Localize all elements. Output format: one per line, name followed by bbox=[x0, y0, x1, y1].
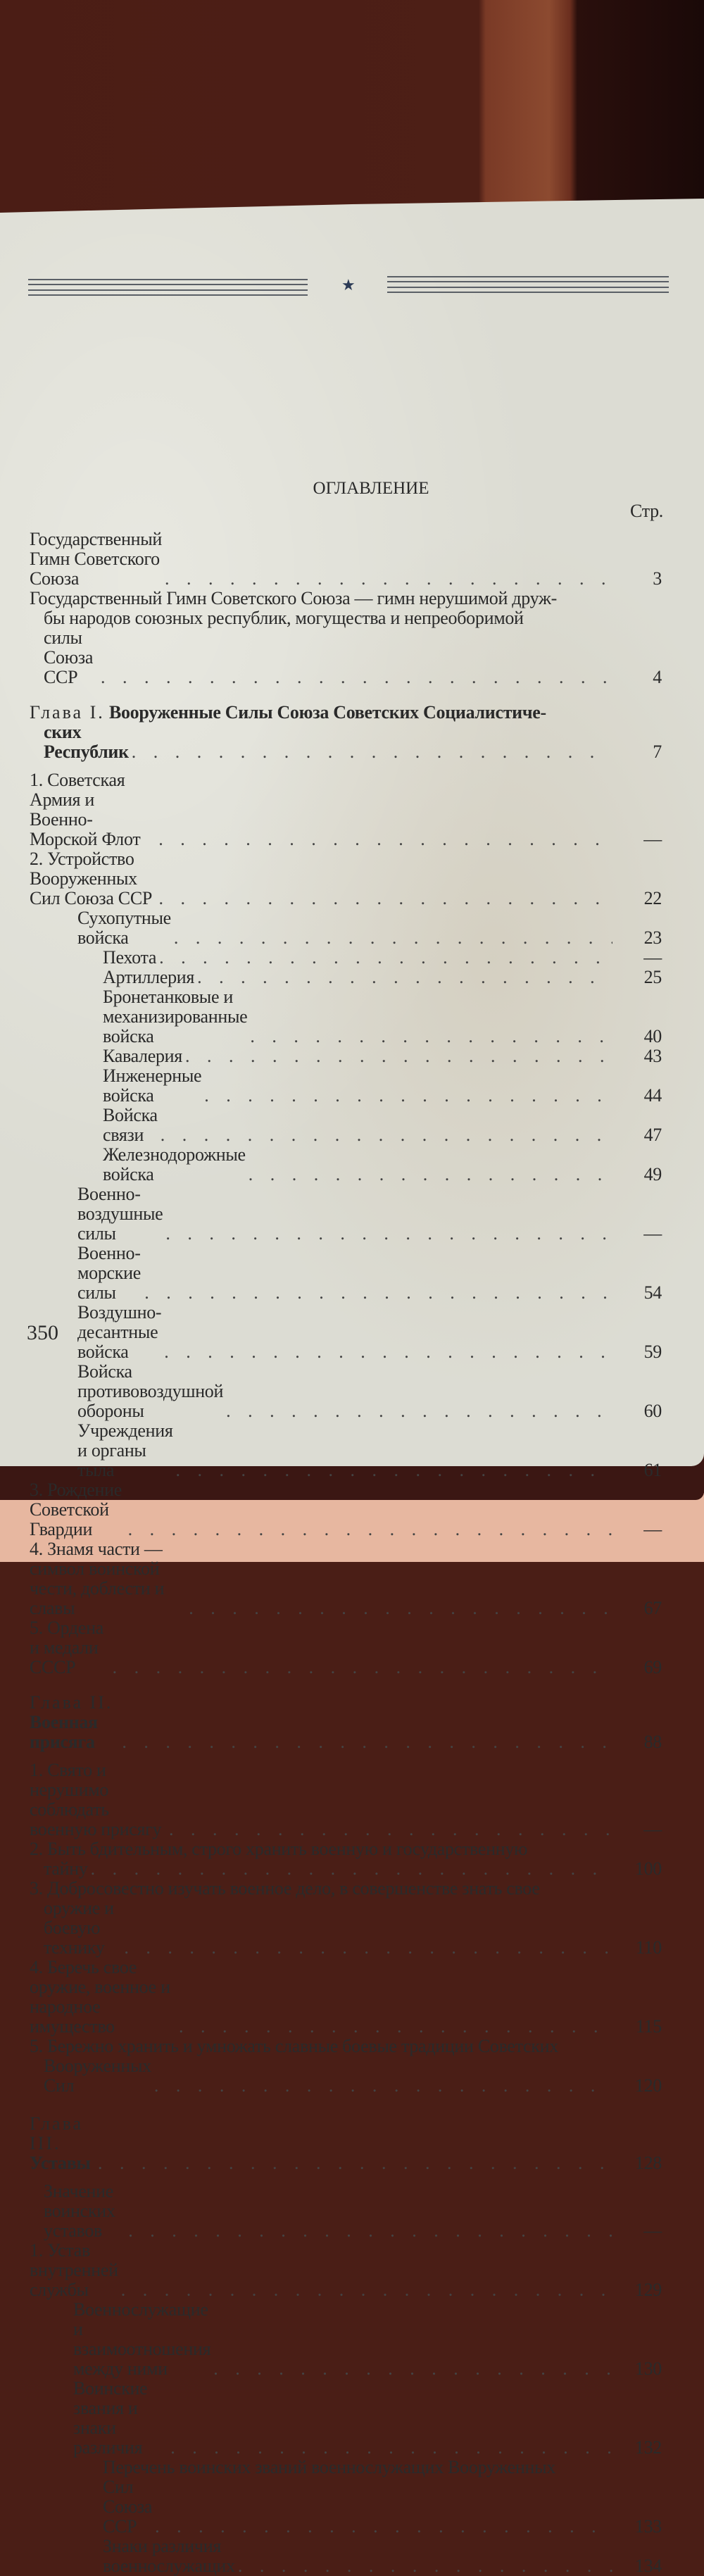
dot-leader bbox=[249, 1165, 612, 1184]
dot-leader bbox=[197, 968, 612, 987]
dot-leader bbox=[204, 1086, 612, 1106]
dot-leader bbox=[165, 1224, 612, 1244]
chapter-1-sections bbox=[30, 770, 670, 1677]
toc-entry-page: 129 bbox=[634, 2280, 662, 2300]
dot-leader bbox=[155, 2517, 612, 2537]
toc-chapter-3[interactable] bbox=[30, 2114, 670, 2173]
toc-entry-text: 4. Знамя части — символ воинской чести, доблести и славы bbox=[30, 1539, 165, 1618]
toc-entry-text: силы Союза ССР bbox=[44, 627, 94, 687]
toc-entry-text: Инженерные войска bbox=[103, 1065, 202, 1106]
toc-entry-text: Государственный Гимн Советского Союза bbox=[30, 529, 162, 589]
toc-entry[interactable] bbox=[30, 589, 670, 687]
toc-entry-page: 47 bbox=[643, 1125, 662, 1145]
dot-leader bbox=[169, 1820, 612, 1839]
toc-entry-text: Знаки различия военнослужащих bbox=[103, 2536, 235, 2576]
toc-entry-text: 1. Устав внутренней службы bbox=[30, 2240, 118, 2300]
toc-entry-text: Воинские звания и знаки различия bbox=[73, 2378, 148, 2458]
dot-leader bbox=[159, 948, 612, 968]
toc-entry-page: — bbox=[643, 947, 662, 968]
toc-entry[interactable] bbox=[30, 1879, 670, 1958]
toc-entry[interactable] bbox=[30, 1066, 670, 1106]
toc-entry-text: 1. Свято и нерушимо соблюдать военную присягу bbox=[30, 1760, 162, 1839]
toc-entry-text: Перечень воинских званий военнослужащих Вооруженных bbox=[103, 2457, 555, 2477]
dot-leader bbox=[250, 1027, 612, 1046]
toc-entry-text: Значение воинских уставов bbox=[44, 2181, 115, 2241]
toc-entry[interactable] bbox=[30, 770, 670, 849]
toc-entry-page: 59 bbox=[643, 1342, 662, 1362]
dot-leader bbox=[132, 742, 612, 762]
dot-leader bbox=[91, 1859, 612, 1879]
toc-entry[interactable] bbox=[30, 849, 670, 908]
toc-entry[interactable] bbox=[30, 968, 670, 987]
dot-leader bbox=[98, 2153, 612, 2173]
toc-entry-text: 2. Быть бдительным, строго хранить военную и государственную bbox=[30, 1839, 528, 1859]
chapter-label: Глава I. bbox=[30, 702, 105, 723]
toc-entry[interactable] bbox=[30, 987, 670, 1046]
chapter-title: Вооруженные Силы Союза Советских Социалистиче- bbox=[108, 702, 546, 723]
toc-entry-page: 60 bbox=[643, 1401, 662, 1421]
star-icon: ★ bbox=[341, 276, 356, 294]
toc-entry-text: Артиллерия bbox=[103, 967, 195, 987]
toc-entry-text: Пехота bbox=[103, 947, 157, 968]
toc-entry-text: оружие и боевую технику bbox=[44, 1898, 114, 1958]
toc-entry-text: Железнодорожные войска bbox=[103, 1144, 246, 1184]
toc-entry-text: бы народов союзных республик, могущества и непреоборимой bbox=[44, 608, 524, 628]
toc-entry-page: 40 bbox=[643, 1026, 662, 1046]
background-cover-top bbox=[0, 0, 704, 211]
dot-leader bbox=[128, 1520, 612, 1539]
toc-entry-page: — bbox=[643, 1819, 662, 1839]
toc-entry[interactable] bbox=[30, 2182, 670, 2241]
toc-entry-page: — bbox=[643, 1223, 662, 1244]
toc-entry-text: Кавалерия bbox=[103, 1046, 182, 1066]
dot-leader bbox=[185, 1046, 612, 1066]
toc-entry-page: 115 bbox=[635, 2016, 662, 2037]
toc-entry-text: Военно-морские силы bbox=[77, 1243, 141, 1303]
toc-entry[interactable] bbox=[30, 2241, 670, 2300]
table-of-contents bbox=[30, 479, 670, 2576]
dot-leader bbox=[161, 1125, 612, 1145]
toc-entry[interactable] bbox=[30, 1362, 670, 1421]
page-column-label: Стр. bbox=[630, 501, 663, 521]
dot-leader bbox=[165, 569, 612, 589]
toc-entry-page: 49 bbox=[643, 1164, 662, 1184]
toc-entry-text: 4. Беречь свое оружие, военное и народное имущество bbox=[30, 1957, 170, 2037]
toc-entry-text: Сухопутные войска bbox=[77, 908, 171, 948]
dot-leader bbox=[164, 1342, 612, 1362]
toc-entry-page: 25 bbox=[643, 967, 662, 987]
dot-leader bbox=[174, 928, 612, 948]
toc-entry[interactable] bbox=[30, 1421, 670, 1480]
header-ornament bbox=[28, 276, 676, 300]
toc-entry-text: Сил Союза ССР bbox=[103, 2477, 153, 2537]
toc-entry-page: 133 bbox=[634, 2516, 662, 2537]
dot-leader bbox=[213, 2359, 612, 2379]
toc-entry-text: 5. Бережно хранить и умножать славные боевые традиции Советских bbox=[30, 2036, 558, 2056]
toc-entry-page: 61 bbox=[643, 1460, 662, 1480]
toc-entry-text: Учреждения и органы тыла bbox=[77, 1420, 173, 1480]
toc-entry-page: 130 bbox=[634, 2358, 662, 2379]
toc-entry-page: 22 bbox=[643, 888, 662, 908]
dot-leader bbox=[124, 1938, 612, 1958]
toc-entry-page: 132 bbox=[634, 2437, 662, 2458]
chapter-page: 128 bbox=[634, 2153, 662, 2173]
toc-entry[interactable] bbox=[30, 908, 670, 948]
chapter-label: Глава II. bbox=[30, 1692, 113, 1713]
toc-chapter-1[interactable] bbox=[30, 703, 670, 762]
toc-entry[interactable] bbox=[30, 1145, 670, 1184]
toc-entry-text: тайну bbox=[44, 1858, 88, 1879]
chapter-title: ских Республик bbox=[44, 722, 129, 762]
dot-leader bbox=[159, 889, 613, 908]
dot-leader bbox=[122, 1732, 612, 1752]
toc-entry-text: Государственный Гимн Советского Союза — гимн нерушимой друж- bbox=[30, 588, 557, 608]
toc-entry[interactable] bbox=[30, 1046, 670, 1066]
toc-entry-page: 4 bbox=[653, 667, 662, 687]
toc-entry-page: 100 bbox=[634, 1858, 662, 1879]
toc-entry-page: 134 bbox=[634, 2556, 662, 2576]
toc-entry[interactable] bbox=[30, 1106, 670, 1145]
toc-entry-page: 120 bbox=[634, 2075, 662, 2096]
toc-entry[interactable] bbox=[30, 2379, 670, 2458]
toc-entry[interactable] bbox=[30, 2037, 670, 2096]
dot-leader bbox=[154, 2076, 612, 2096]
dot-leader bbox=[101, 668, 612, 687]
dot-leader bbox=[158, 830, 612, 849]
dot-leader bbox=[144, 1283, 612, 1303]
toc-entry-text: 5. Ордена и медали СССР bbox=[30, 1618, 103, 1677]
toc-entry-text: Войска связи bbox=[103, 1105, 158, 1145]
ornament-lines-right bbox=[387, 276, 669, 293]
toc-entry-text: 2. Устройство Вооруженных Сил Союза ССР bbox=[30, 849, 153, 908]
toc-entry[interactable] bbox=[30, 2300, 670, 2379]
toc-entry-page: — bbox=[643, 2220, 662, 2241]
toc-entry-page: 67 bbox=[643, 1598, 662, 1618]
toc-entry-page: 43 bbox=[643, 1046, 662, 1066]
chapter-title: Уставы bbox=[30, 2153, 91, 2173]
toc-entry-text: 1. Советская Армия и Военно-Морской Флот bbox=[30, 770, 141, 849]
toc-entry[interactable] bbox=[30, 530, 670, 589]
toc-entry-text: Вооруженных Сил bbox=[44, 2056, 151, 2096]
toc-entry-text: Военно-воздушные силы bbox=[77, 1184, 163, 1244]
toc-entry-page: 23 bbox=[643, 927, 662, 948]
toc-entry[interactable] bbox=[30, 948, 670, 968]
toc-entry[interactable] bbox=[30, 1958, 670, 2037]
toc-entry-text: 3. Добросовестно изучать военное дело, в совершенстве знать свое bbox=[30, 1878, 540, 1899]
toc-chapter-2[interactable] bbox=[30, 1693, 670, 1752]
toc-entry-text: 3. Рождение Советской Гвардии bbox=[30, 1480, 122, 1539]
toc-entry[interactable] bbox=[30, 1539, 670, 1618]
dot-leader bbox=[170, 2438, 612, 2458]
toc-entry[interactable] bbox=[30, 1618, 670, 1677]
toc-entry[interactable] bbox=[30, 2458, 670, 2537]
toc-title: ОГЛАВЛЕНИЕ bbox=[313, 479, 429, 498]
toc-entry[interactable] bbox=[30, 1480, 670, 1539]
dot-leader bbox=[238, 2556, 612, 2576]
dot-leader bbox=[189, 1599, 612, 1618]
toc-entry-page: 44 bbox=[643, 1085, 662, 1106]
toc-entry-page: 3 bbox=[653, 568, 662, 589]
toc-entry-page: — bbox=[643, 829, 662, 849]
dot-leader bbox=[179, 2017, 612, 2037]
toc-entry[interactable] bbox=[30, 1761, 670, 1839]
toc-entry-page: 54 bbox=[643, 1282, 662, 1303]
chapter-title: Военная присяга bbox=[30, 1712, 98, 1752]
toc-entry-page: — bbox=[643, 1519, 662, 1539]
toc-entry-text: Военнослужащие и взаимоотношения между ними bbox=[73, 2299, 211, 2379]
dot-leader bbox=[121, 2280, 612, 2300]
toc-entry-page: 69 bbox=[643, 1657, 662, 1677]
toc-entry[interactable] bbox=[30, 1303, 670, 1362]
chapter-page: 7 bbox=[653, 742, 662, 762]
toc-entry[interactable] bbox=[30, 1184, 670, 1244]
dot-leader bbox=[226, 1401, 612, 1421]
ornament-lines-left bbox=[28, 279, 308, 296]
toc-entry[interactable] bbox=[30, 2537, 670, 2576]
chapter-page: 88 bbox=[643, 1732, 662, 1752]
dot-leader bbox=[128, 2221, 612, 2241]
toc-entry[interactable] bbox=[30, 1839, 670, 1879]
chapter-label: Глава III. bbox=[30, 2113, 84, 2153]
dot-leader bbox=[176, 1461, 612, 1480]
toc-entry-page: 110 bbox=[635, 1937, 662, 1958]
page-number: 350 bbox=[27, 1321, 58, 1344]
dot-leader bbox=[113, 1658, 612, 1677]
toc-entry[interactable] bbox=[30, 1244, 670, 1303]
toc-entry-text: Войска противовоздушной обороны bbox=[77, 1361, 224, 1421]
toc-entry-text: Бронетанковые и механизированные войска bbox=[103, 987, 248, 1046]
toc-entry-text: Воздушно-десантные войска bbox=[77, 1302, 162, 1362]
